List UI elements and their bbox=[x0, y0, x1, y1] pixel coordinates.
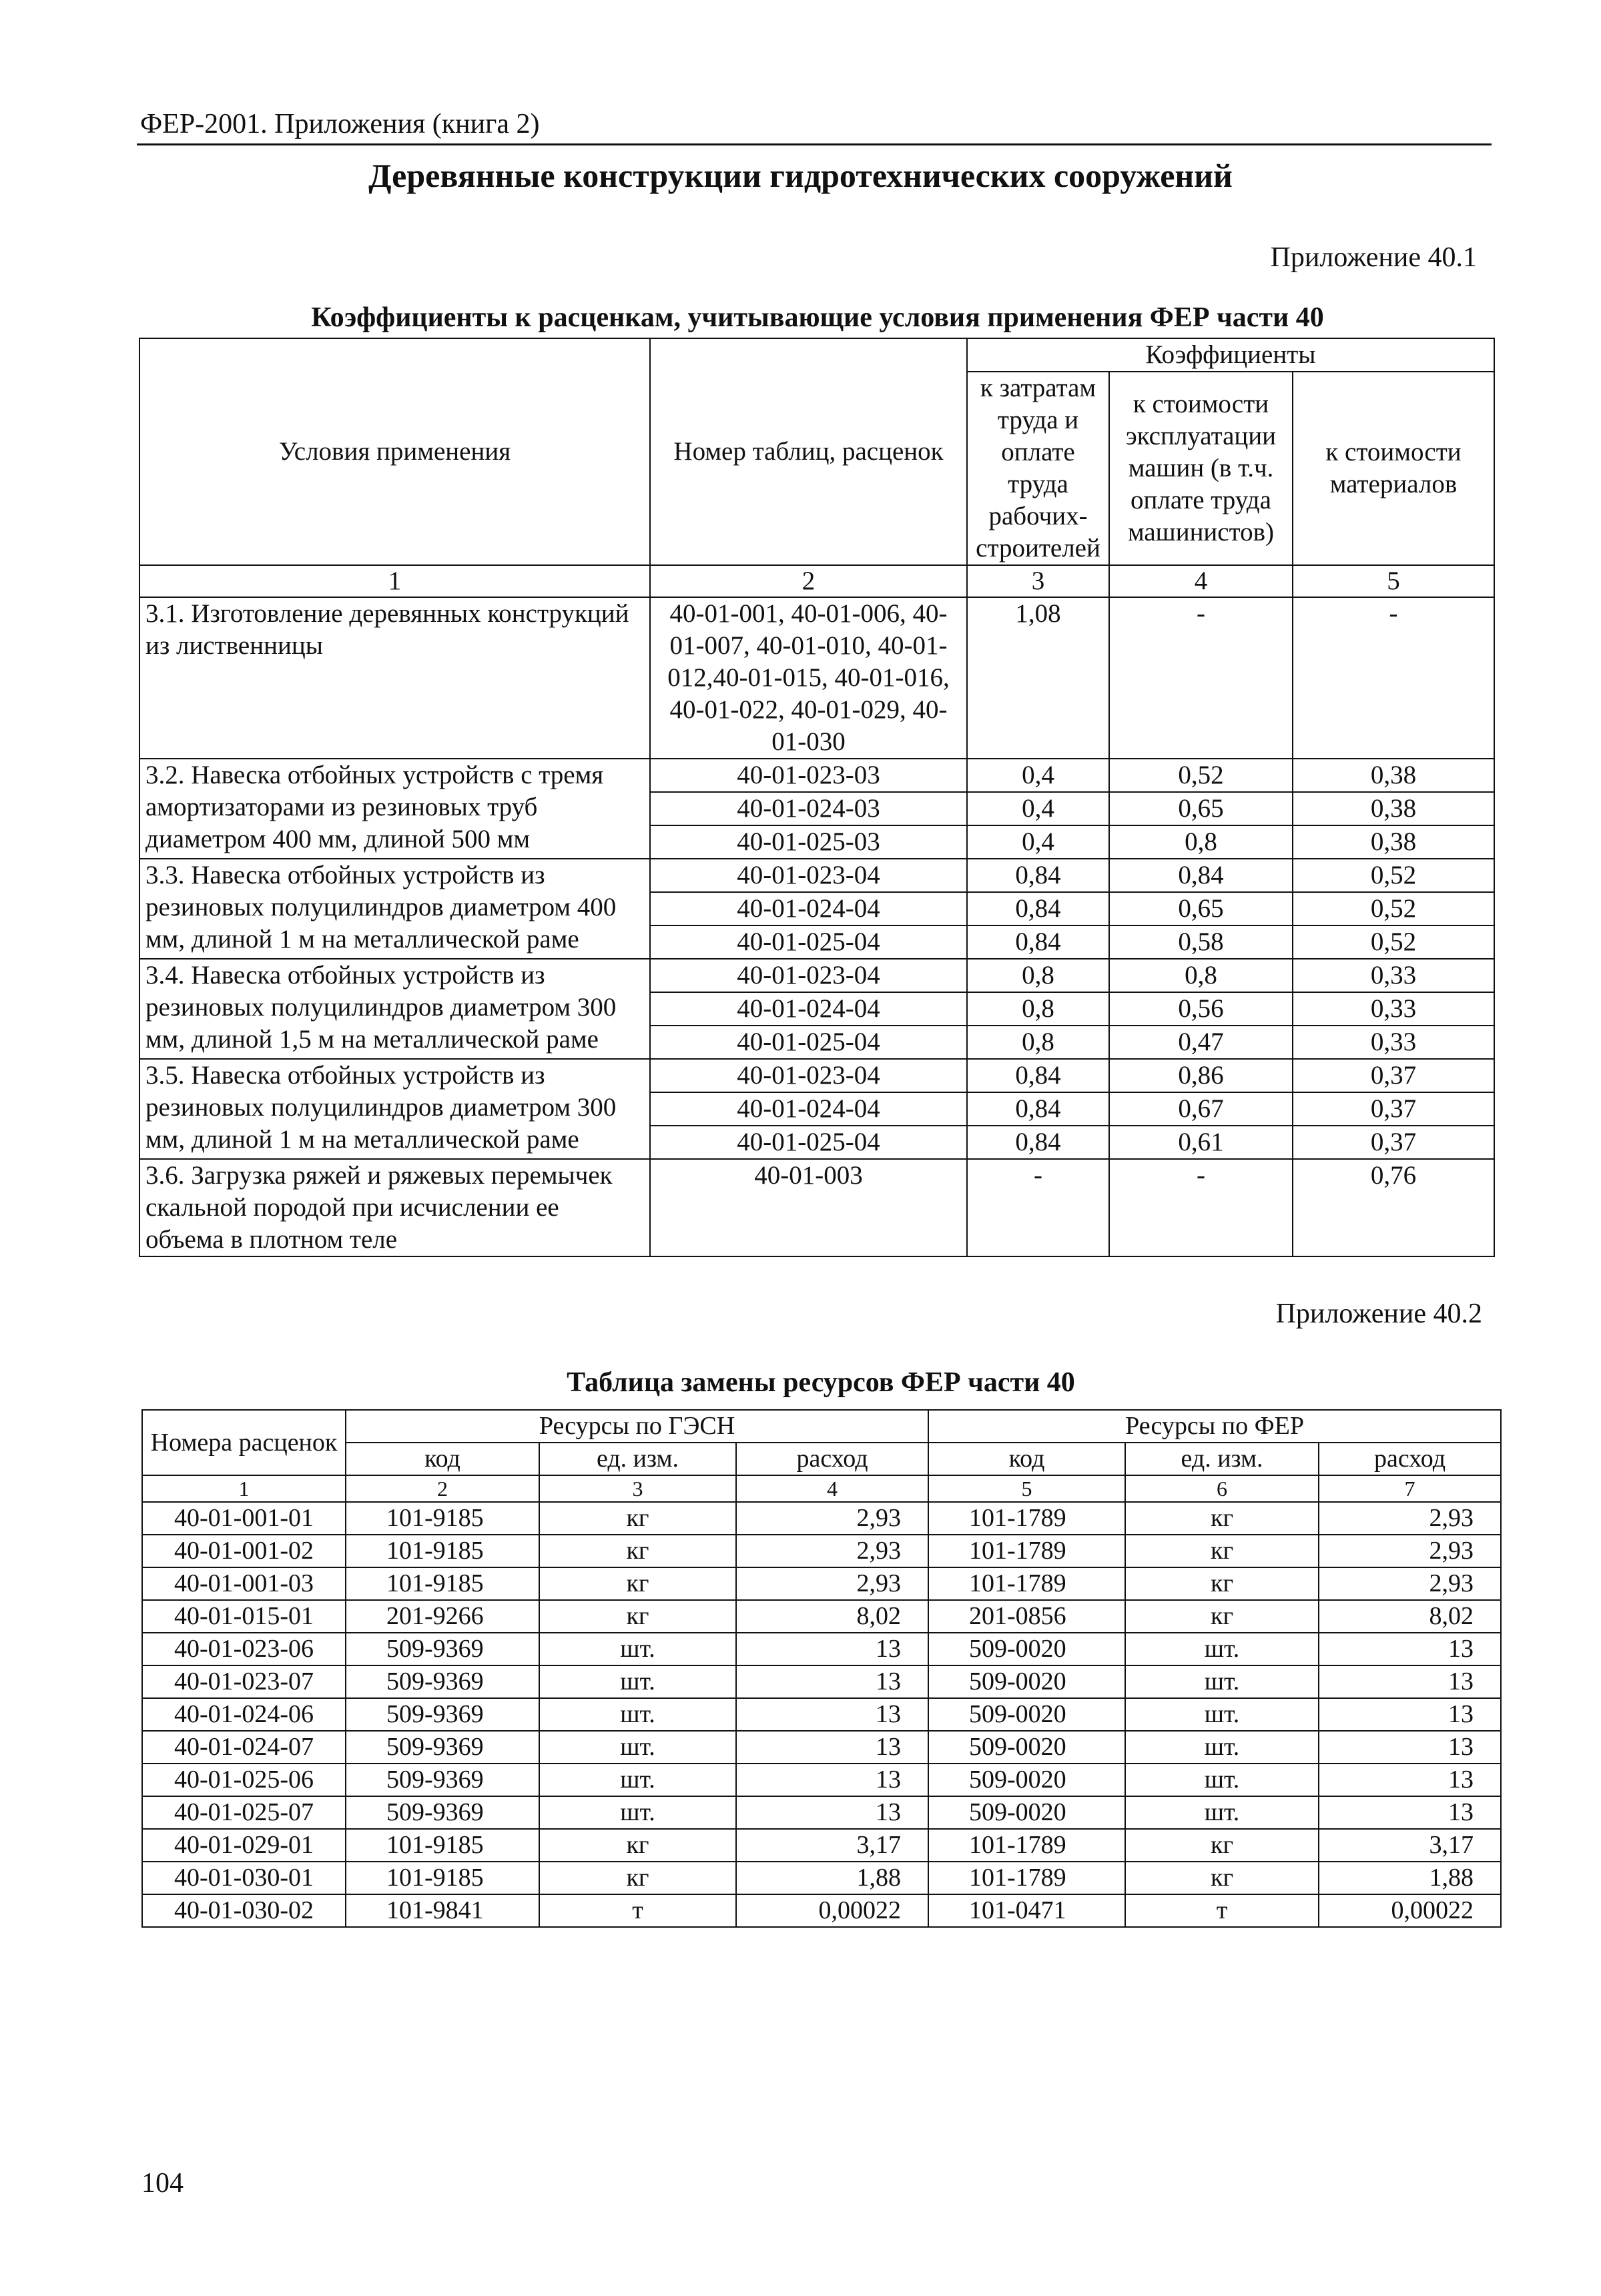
table-number-cell: 40-01-025-04 bbox=[650, 925, 967, 959]
fer-usage: 13 bbox=[1319, 1633, 1501, 1665]
fer-code: 509-0020 bbox=[928, 1764, 1125, 1796]
machines-coefficient: 0,52 bbox=[1109, 759, 1293, 792]
gesn-code: 101-9185 bbox=[346, 1535, 539, 1567]
table-row bbox=[142, 1829, 1501, 1862]
table-number-cell: 40-01-024-04 bbox=[650, 892, 967, 925]
header-gesn-code: код bbox=[346, 1443, 539, 1475]
fer-unit: шт. bbox=[1125, 1796, 1319, 1829]
labor-coefficient: 0,84 bbox=[967, 892, 1109, 925]
rate-number: 40-01-015-01 bbox=[142, 1600, 346, 1633]
rate-number: 40-01-001-03 bbox=[142, 1567, 346, 1600]
labor-coefficient: 0,84 bbox=[967, 859, 1109, 892]
header-rate-numbers: Номера расценок bbox=[142, 1410, 346, 1475]
machines-coefficient: 0,65 bbox=[1109, 892, 1293, 925]
labor-coefficient: 0,84 bbox=[967, 1126, 1109, 1159]
table-number-cell: 40-01-024-04 bbox=[650, 1092, 967, 1126]
fer-usage: 13 bbox=[1319, 1731, 1501, 1764]
gesn-code: 509-9369 bbox=[346, 1633, 539, 1665]
fer-unit: шт. bbox=[1125, 1764, 1319, 1796]
fer-unit: шт. bbox=[1125, 1633, 1319, 1665]
table-number-cell: 40-01-024-04 bbox=[650, 992, 967, 1026]
condition-cell: 3.2. Навеска отбойных устройств с тремя амортизаторами из резиновых труб диаметром 400 мм, длиной 500 мм bbox=[139, 759, 650, 859]
rate-number: 40-01-025-07 bbox=[142, 1796, 346, 1829]
gesn-usage: 3,17 bbox=[736, 1829, 928, 1862]
header-fer-usage: расход bbox=[1319, 1443, 1501, 1475]
labor-coefficient: 0,84 bbox=[967, 925, 1109, 959]
condition-cell: 3.5. Навеска отбойных устройств из резиновых полуцилиндров диаметром 300 мм, длиной 1 м на металлической раме bbox=[139, 1059, 650, 1159]
fer-usage: 13 bbox=[1319, 1698, 1501, 1731]
gesn-code: 101-9185 bbox=[346, 1502, 539, 1535]
fer-usage: 1,88 bbox=[1319, 1862, 1501, 1894]
gesn-usage: 13 bbox=[736, 1764, 928, 1796]
labor-coefficient: 0,8 bbox=[967, 959, 1109, 992]
gesn-unit: кг bbox=[539, 1862, 736, 1894]
gesn-code: 101-9185 bbox=[346, 1567, 539, 1600]
fer-code: 101-1789 bbox=[928, 1502, 1125, 1535]
header-conditions: Условия применения bbox=[139, 338, 650, 565]
fer-code: 101-1789 bbox=[928, 1862, 1125, 1894]
page-title: Деревянные конструкции гидротехнических сооружений bbox=[368, 157, 1233, 194]
fer-unit: кг bbox=[1125, 1600, 1319, 1633]
rate-number: 40-01-024-07 bbox=[142, 1731, 346, 1764]
fer-unit: шт. bbox=[1125, 1665, 1319, 1698]
labor-coefficient: 1,08 bbox=[967, 597, 1109, 759]
materials-coefficient: 0,52 bbox=[1293, 925, 1494, 959]
fer-usage: 2,93 bbox=[1319, 1567, 1501, 1600]
machines-coefficient: - bbox=[1109, 597, 1293, 759]
labor-coefficient: 0,8 bbox=[967, 1026, 1109, 1059]
column-number: 4 bbox=[1109, 565, 1293, 597]
column-number: 2 bbox=[650, 565, 967, 597]
fer-unit: шт. bbox=[1125, 1698, 1319, 1731]
table-row bbox=[142, 1698, 1501, 1731]
materials-coefficient: 0,38 bbox=[1293, 759, 1494, 792]
materials-coefficient: 0,52 bbox=[1293, 859, 1494, 892]
fer-code: 509-0020 bbox=[928, 1633, 1125, 1665]
header-fer-code: код bbox=[928, 1443, 1125, 1475]
gesn-code: 509-9369 bbox=[346, 1764, 539, 1796]
condition-cell: 3.4. Навеска отбойных устройств из резиновых полуцилиндров диаметром 300 мм, длиной 1,5 м на металлической раме bbox=[139, 959, 650, 1059]
column-number: 5 bbox=[928, 1475, 1125, 1502]
gesn-unit: кг bbox=[539, 1600, 736, 1633]
table-row bbox=[139, 959, 1494, 992]
header-gesn-unit: ед. изм. bbox=[539, 1443, 736, 1475]
rate-number: 40-01-025-06 bbox=[142, 1764, 346, 1796]
fer-usage: 13 bbox=[1319, 1796, 1501, 1829]
gesn-usage: 2,93 bbox=[736, 1502, 928, 1535]
gesn-usage: 2,93 bbox=[736, 1567, 928, 1600]
materials-coefficient: - bbox=[1293, 597, 1494, 759]
table-number-cell: 40-01-025-04 bbox=[650, 1026, 967, 1059]
labor-coefficient: 0,4 bbox=[967, 759, 1109, 792]
header-machines: к стоимости эксплуатации машин (в т.ч. оплате труда машинистов) bbox=[1109, 372, 1293, 565]
machines-coefficient: 0,61 bbox=[1109, 1126, 1293, 1159]
table-row bbox=[142, 1731, 1501, 1764]
fer-code: 101-1789 bbox=[928, 1829, 1125, 1862]
resources-table-caption: Таблица замены ресурсов ФЕР части 40 bbox=[567, 1367, 1075, 1398]
gesn-usage: 1,88 bbox=[736, 1862, 928, 1894]
running-header: ФЕР-2001. Приложения (книга 2) bbox=[140, 109, 540, 139]
machines-coefficient: 0,8 bbox=[1109, 959, 1293, 992]
gesn-code: 509-9369 bbox=[346, 1665, 539, 1698]
column-number: 3 bbox=[539, 1475, 736, 1502]
gesn-usage: 13 bbox=[736, 1698, 928, 1731]
labor-coefficient: 0,84 bbox=[967, 1059, 1109, 1092]
rate-number: 40-01-030-02 bbox=[142, 1894, 346, 1927]
column-number: 2 bbox=[346, 1475, 539, 1502]
fer-usage: 13 bbox=[1319, 1665, 1501, 1698]
gesn-unit: кг bbox=[539, 1829, 736, 1862]
table-number-cell: 40-01-024-03 bbox=[650, 792, 967, 825]
machines-coefficient: 0,8 bbox=[1109, 825, 1293, 859]
fer-unit: кг bbox=[1125, 1567, 1319, 1600]
gesn-code: 509-9369 bbox=[346, 1796, 539, 1829]
gesn-code: 101-9185 bbox=[346, 1829, 539, 1862]
gesn-usage: 13 bbox=[736, 1633, 928, 1665]
gesn-unit: кг bbox=[539, 1567, 736, 1600]
rate-number: 40-01-001-02 bbox=[142, 1535, 346, 1567]
fer-usage: 3,17 bbox=[1319, 1829, 1501, 1862]
page-number: 104 bbox=[141, 2168, 184, 2199]
gesn-unit: кг bbox=[539, 1535, 736, 1567]
fer-unit: кг bbox=[1125, 1502, 1319, 1535]
appendix-40-2-label: Приложение 40.2 bbox=[1275, 1298, 1482, 1329]
table-number-cell: 40-01-023-04 bbox=[650, 959, 967, 992]
materials-coefficient: 0,52 bbox=[1293, 892, 1494, 925]
fer-usage: 8,02 bbox=[1319, 1600, 1501, 1633]
fer-usage: 13 bbox=[1319, 1764, 1501, 1796]
table-number-cell: 40-01-003 bbox=[650, 1159, 967, 1256]
fer-code: 201-0856 bbox=[928, 1600, 1125, 1633]
rate-number: 40-01-029-01 bbox=[142, 1829, 346, 1862]
gesn-code: 509-9369 bbox=[346, 1731, 539, 1764]
table-row bbox=[142, 1535, 1501, 1567]
header-fer: Ресурсы по ФЕР bbox=[928, 1410, 1501, 1443]
rate-number: 40-01-024-06 bbox=[142, 1698, 346, 1731]
machines-coefficient: 0,58 bbox=[1109, 925, 1293, 959]
materials-coefficient: 0,37 bbox=[1293, 1092, 1494, 1126]
table-row bbox=[142, 1633, 1501, 1665]
header-table-numbers: Номер таблиц, расценок bbox=[650, 338, 967, 565]
machines-coefficient: 0,47 bbox=[1109, 1026, 1293, 1059]
gesn-unit: шт. bbox=[539, 1796, 736, 1829]
fer-unit: шт. bbox=[1125, 1731, 1319, 1764]
fer-code: 101-1789 bbox=[928, 1567, 1125, 1600]
gesn-unit: кг bbox=[539, 1502, 736, 1535]
gesn-unit: шт. bbox=[539, 1731, 736, 1764]
table-row bbox=[142, 1502, 1501, 1535]
gesn-usage: 13 bbox=[736, 1665, 928, 1698]
column-numbers-row bbox=[139, 565, 1494, 597]
header-labor: к затратам труда и оплате труда рабочих-строителей bbox=[967, 372, 1109, 565]
table-number-cell: 40-01-001, 40-01-006, 40-01-007, 40-01-010, 40-01-012,40-01-015, 40-01-016, 40-01-022, 40-01-029, 40-01-030 bbox=[650, 597, 967, 759]
labor-coefficient: 0,8 bbox=[967, 992, 1109, 1026]
condition-cell: 3.3. Навеска отбойных устройств из резиновых полуцилиндров диаметром 400 мм, длиной 1 м на металлической раме bbox=[139, 859, 650, 959]
gesn-usage: 0,00022 bbox=[736, 1894, 928, 1927]
header-rule bbox=[137, 143, 1492, 145]
fer-code: 101-0471 bbox=[928, 1894, 1125, 1927]
column-number: 3 bbox=[967, 565, 1109, 597]
fer-usage: 2,93 bbox=[1319, 1502, 1501, 1535]
materials-coefficient: 0,38 bbox=[1293, 825, 1494, 859]
rate-number: 40-01-023-06 bbox=[142, 1633, 346, 1665]
fer-code: 101-1789 bbox=[928, 1535, 1125, 1567]
machines-coefficient: 0,86 bbox=[1109, 1059, 1293, 1092]
materials-coefficient: 0,33 bbox=[1293, 992, 1494, 1026]
materials-coefficient: 0,76 bbox=[1293, 1159, 1494, 1256]
resources-table bbox=[141, 1409, 1502, 1928]
column-number: 6 bbox=[1125, 1475, 1319, 1502]
table-number-cell: 40-01-023-04 bbox=[650, 859, 967, 892]
labor-coefficient: 0,4 bbox=[967, 792, 1109, 825]
fer-unit: кг bbox=[1125, 1862, 1319, 1894]
machines-coefficient: 0,67 bbox=[1109, 1092, 1293, 1126]
labor-coefficient: 0,4 bbox=[967, 825, 1109, 859]
fer-code: 509-0020 bbox=[928, 1731, 1125, 1764]
gesn-usage: 13 bbox=[736, 1731, 928, 1764]
machines-coefficient: 0,65 bbox=[1109, 792, 1293, 825]
gesn-unit: шт. bbox=[539, 1633, 736, 1665]
table-row bbox=[139, 759, 1494, 792]
header-coefficients: Коэффициенты bbox=[967, 338, 1494, 372]
machines-coefficient: 0,56 bbox=[1109, 992, 1293, 1026]
gesn-unit: шт. bbox=[539, 1764, 736, 1796]
table-row bbox=[139, 1159, 1494, 1256]
column-number: 1 bbox=[142, 1475, 346, 1502]
gesn-usage: 2,93 bbox=[736, 1535, 928, 1567]
table-number-cell: 40-01-025-03 bbox=[650, 825, 967, 859]
column-numbers-row bbox=[142, 1475, 1501, 1502]
header-gesn-usage: расход bbox=[736, 1443, 928, 1475]
gesn-code: 509-9369 bbox=[346, 1698, 539, 1731]
table-row bbox=[142, 1862, 1501, 1894]
table-number-cell: 40-01-023-03 bbox=[650, 759, 967, 792]
rate-number: 40-01-030-01 bbox=[142, 1862, 346, 1894]
coefficients-table-caption: Коэффициенты к расценкам, учитывающие условия применения ФЕР части 40 bbox=[311, 302, 1324, 333]
table-row bbox=[139, 859, 1494, 892]
condition-cell: 3.1. Изготовление деревянных конструкций из лиственницы bbox=[139, 597, 650, 759]
header-fer-unit: ед. изм. bbox=[1125, 1443, 1319, 1475]
table-row bbox=[142, 1600, 1501, 1633]
rate-number: 40-01-023-07 bbox=[142, 1665, 346, 1698]
table-number-cell: 40-01-025-04 bbox=[650, 1126, 967, 1159]
gesn-code: 101-9185 bbox=[346, 1862, 539, 1894]
gesn-code: 101-9841 bbox=[346, 1894, 539, 1927]
table-row bbox=[142, 1894, 1501, 1927]
fer-code: 509-0020 bbox=[928, 1665, 1125, 1698]
header-gesn: Ресурсы по ГЭСН bbox=[346, 1410, 928, 1443]
gesn-code: 201-9266 bbox=[346, 1600, 539, 1633]
fer-usage: 2,93 bbox=[1319, 1535, 1501, 1567]
fer-code: 509-0020 bbox=[928, 1698, 1125, 1731]
fer-unit: кг bbox=[1125, 1535, 1319, 1567]
machines-coefficient: 0,84 bbox=[1109, 859, 1293, 892]
table-row bbox=[142, 1796, 1501, 1829]
materials-coefficient: 0,33 bbox=[1293, 959, 1494, 992]
gesn-usage: 8,02 bbox=[736, 1600, 928, 1633]
column-number: 7 bbox=[1319, 1475, 1501, 1502]
gesn-unit: шт. bbox=[539, 1665, 736, 1698]
materials-coefficient: 0,33 bbox=[1293, 1026, 1494, 1059]
materials-coefficient: 0,37 bbox=[1293, 1126, 1494, 1159]
gesn-usage: 13 bbox=[736, 1796, 928, 1829]
fer-code: 509-0020 bbox=[928, 1796, 1125, 1829]
column-number: 1 bbox=[139, 565, 650, 597]
fer-unit: кг bbox=[1125, 1829, 1319, 1862]
header-materials: к стоимости материалов bbox=[1293, 372, 1494, 565]
fer-usage: 0,00022 bbox=[1319, 1894, 1501, 1927]
table-row bbox=[139, 597, 1494, 759]
machines-coefficient: - bbox=[1109, 1159, 1293, 1256]
labor-coefficient: 0,84 bbox=[967, 1092, 1109, 1126]
gesn-unit: т bbox=[539, 1894, 736, 1927]
rate-number: 40-01-001-01 bbox=[142, 1502, 346, 1535]
materials-coefficient: 0,37 bbox=[1293, 1059, 1494, 1092]
gesn-unit: шт. bbox=[539, 1698, 736, 1731]
appendix-40-1-label: Приложение 40.1 bbox=[1270, 242, 1477, 273]
table-row bbox=[139, 1059, 1494, 1092]
column-number: 4 bbox=[736, 1475, 928, 1502]
condition-cell: 3.6. Загрузка ряжей и ряжевых перемычек скальной породой при исчислении ее объема в плотном теле bbox=[139, 1159, 650, 1256]
column-number: 5 bbox=[1293, 565, 1494, 597]
table-number-cell: 40-01-023-04 bbox=[650, 1059, 967, 1092]
table-row bbox=[142, 1764, 1501, 1796]
coefficients-table bbox=[139, 338, 1495, 1257]
labor-coefficient: - bbox=[967, 1159, 1109, 1256]
materials-coefficient: 0,38 bbox=[1293, 792, 1494, 825]
table-row bbox=[142, 1665, 1501, 1698]
fer-unit: т bbox=[1125, 1894, 1319, 1927]
table-row bbox=[142, 1567, 1501, 1600]
